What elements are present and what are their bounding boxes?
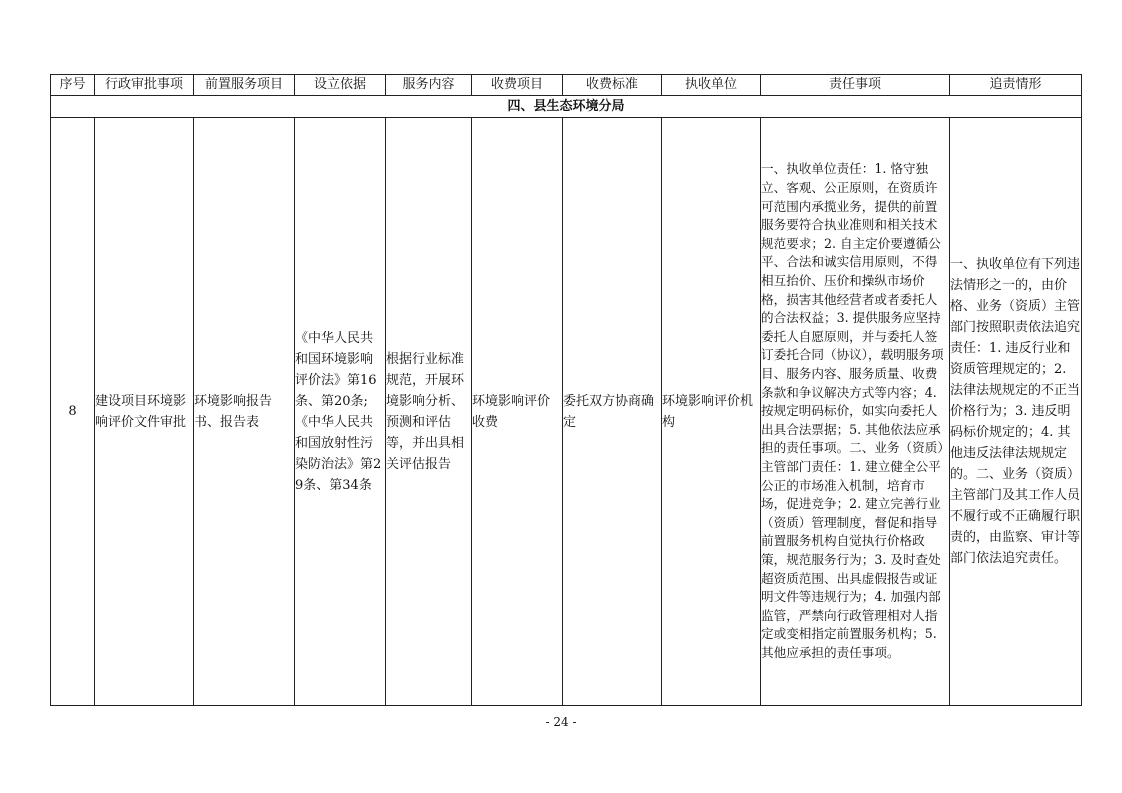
header-fee-item: 收费项目 [472,75,563,96]
legal-basis-cell: 《中华人民共和国环境影响评价法》第16条、第20条;《中华人民共和国放射性污染防治法》第29条、第34条 [295,118,386,706]
header-number: 序号 [51,75,95,96]
approval-item-cell: 建设项目环境影响评价文件审批 [95,118,194,706]
table-row [51,118,1082,706]
responsibilities-cell: 一、执收单位责任：1. 恪守独立、客观、公正原则，在资质许可范围内承揽业务，提供的前置服务要符合执业准则和相关技术规范要求；2. 自主定价要遵循公平、合法和诚实信用原则，不得相互抬价、压价和操纵市场价格，损害其他经营者或者委托人的合法权益；3. 提供服务应坚持委托人自愿原则，并与委托人签订委托合同（协议），载明服务项目、服务内容、服务质量、收费条款和争议解决方式等内容；4. 按规定明码标价，如实向委托人出具合法票据；5. 其他依法应承担的责任事项。二、业务（资质）主管部门责任：1. 建立健全公平公正的市场准入机制，培育市场，促进竞争；2. 建立完善行业（资质）管理制度，督促和指导前置服务机构自觉执行价格政策，规范服务行为；3. 及时查处超资质范围、出具虚假报告或证明文件等违规行为；4. 加强内部监管，严禁向行政管理相对人指定或变相指定前置服务机构；5. 其他应承担的责任事项。 [761,118,950,706]
header-service-content: 服务内容 [386,75,472,96]
header-fee-standard: 收费标准 [563,75,662,96]
accountability-cell: 一、执收单位有下列违法情形之一的，由价格、业务（资质）主管部门按照职责依法追究责任：1. 违反行业和资质管理规定的；2. 法律法规规定的不正当价格行为；3. 违反明码标价规定的；4. 其他违反法律法规规定的。二、业务（资质）主管部门及其工作人员不履行或不正确履行职责的，由监察、审计等部门依法追究责任。 [950,118,1082,706]
section-title: 四、县生态环境分局 [51,96,1082,118]
header-row [51,75,1082,96]
fee-table [50,74,1082,706]
fee-standard-cell: 委托双方协商确定 [563,118,662,706]
row-number: 8 [51,118,95,706]
header-accountability: 追责情形 [950,75,1082,96]
service-content-cell: 根据行业标准规范，开展环境影响分析、预测和评估等，并出具相关评估报告 [386,118,472,706]
header-pre-service: 前置服务项目 [194,75,295,96]
section-row [51,96,1082,118]
fee-item-cell: 环境影响评价收费 [472,118,563,706]
collecting-unit-cell: 环境影响评价机构 [662,118,761,706]
header-approval-item: 行政审批事项 [95,75,194,96]
header-collecting-unit: 执收单位 [662,75,761,96]
header-responsibilities: 责任事项 [761,75,950,96]
header-legal-basis: 设立依据 [295,75,386,96]
pre-service-cell: 环境影响报告书、报告表 [194,118,295,706]
page-number: - 24 - [545,715,577,729]
